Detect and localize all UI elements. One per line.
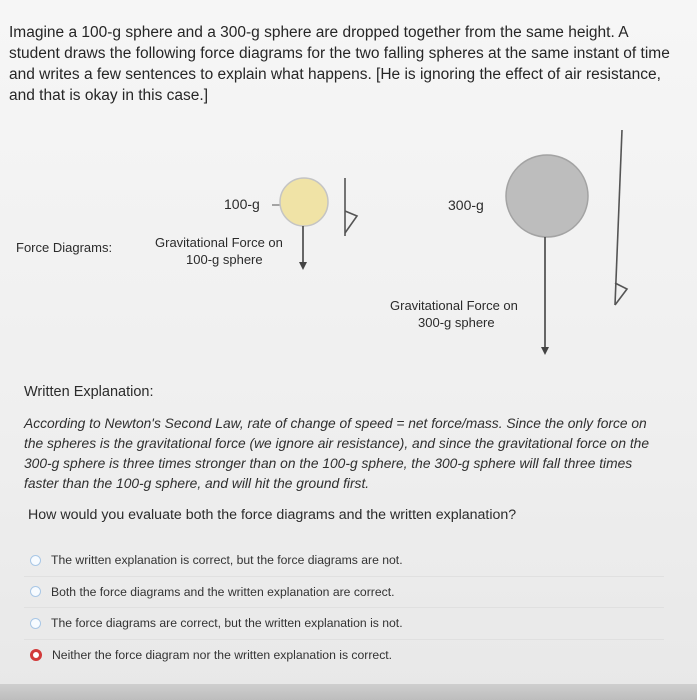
large-sphere-label: 300-g [448,197,484,213]
question-prompt: How would you evaluate both the force diagrams and the written explanation? [28,507,517,523]
radio-button[interactable] [30,555,41,566]
answer-option[interactable] [24,576,664,608]
option-label: The written explanation is correct, but the force diagrams are not. [51,553,403,568]
force-diagrams-heading: Force Diagrams: [16,240,113,255]
answer-option[interactable] [24,545,664,576]
answer-options [24,545,664,670]
explanation-heading: Written Explanation: [24,384,154,400]
radio-button[interactable] [30,618,41,629]
answer-option[interactable] [24,639,664,671]
small-force-label-line2: 100-g sphere [186,252,263,267]
large-force-label-line1: Gravitational Force on [390,298,518,313]
option-label: Neither the force diagram nor the written explanation is correct. [52,647,393,662]
question-text: Imagine a 100-g sphere and a 300-g sphere are dropped together from the same height. A student draws the following force diagrams for the two falling spheres at the same instant of time and writes a few sentences to explain what happens. [He is ignoring the effect of air resistance, and that is okay in this case.] [9,24,670,104]
radio-button[interactable] [30,649,42,661]
option-label: The force diagrams are correct, but the written explanation is not. [51,616,403,631]
large-force-label-line2: 300-g sphere [418,315,495,330]
radio-button[interactable] [30,586,41,597]
explanation-text: According to Newton's Second Law, rate of change of speed = net force/mass. Since the only force on the spheres is the gravitational force (we ignore air resistance), and since the gravitational force on the 300-g sphere is three times stronger than on the 100-g sphere, the 300-g sphere will fall three times faster than the 100-g sphere, and will hit the ground first. [24,416,650,491]
small-sphere-label: 100-g [224,196,260,212]
small-accel-arrow-head [345,211,357,233]
small-force-label-line1: Gravitational Force on [155,235,283,250]
large-gravity-arrow-head [541,347,549,355]
large-accel-arrow-head [615,283,627,305]
large-accel-arrow-shaft [615,130,622,305]
option-label: Both the force diagrams and the written explanation are correct. [51,584,395,599]
small-sphere [280,178,328,226]
large-sphere [506,155,588,237]
answer-option[interactable] [24,607,664,639]
screen-bottom-edge [0,684,697,700]
small-gravity-arrow-head [299,262,307,270]
